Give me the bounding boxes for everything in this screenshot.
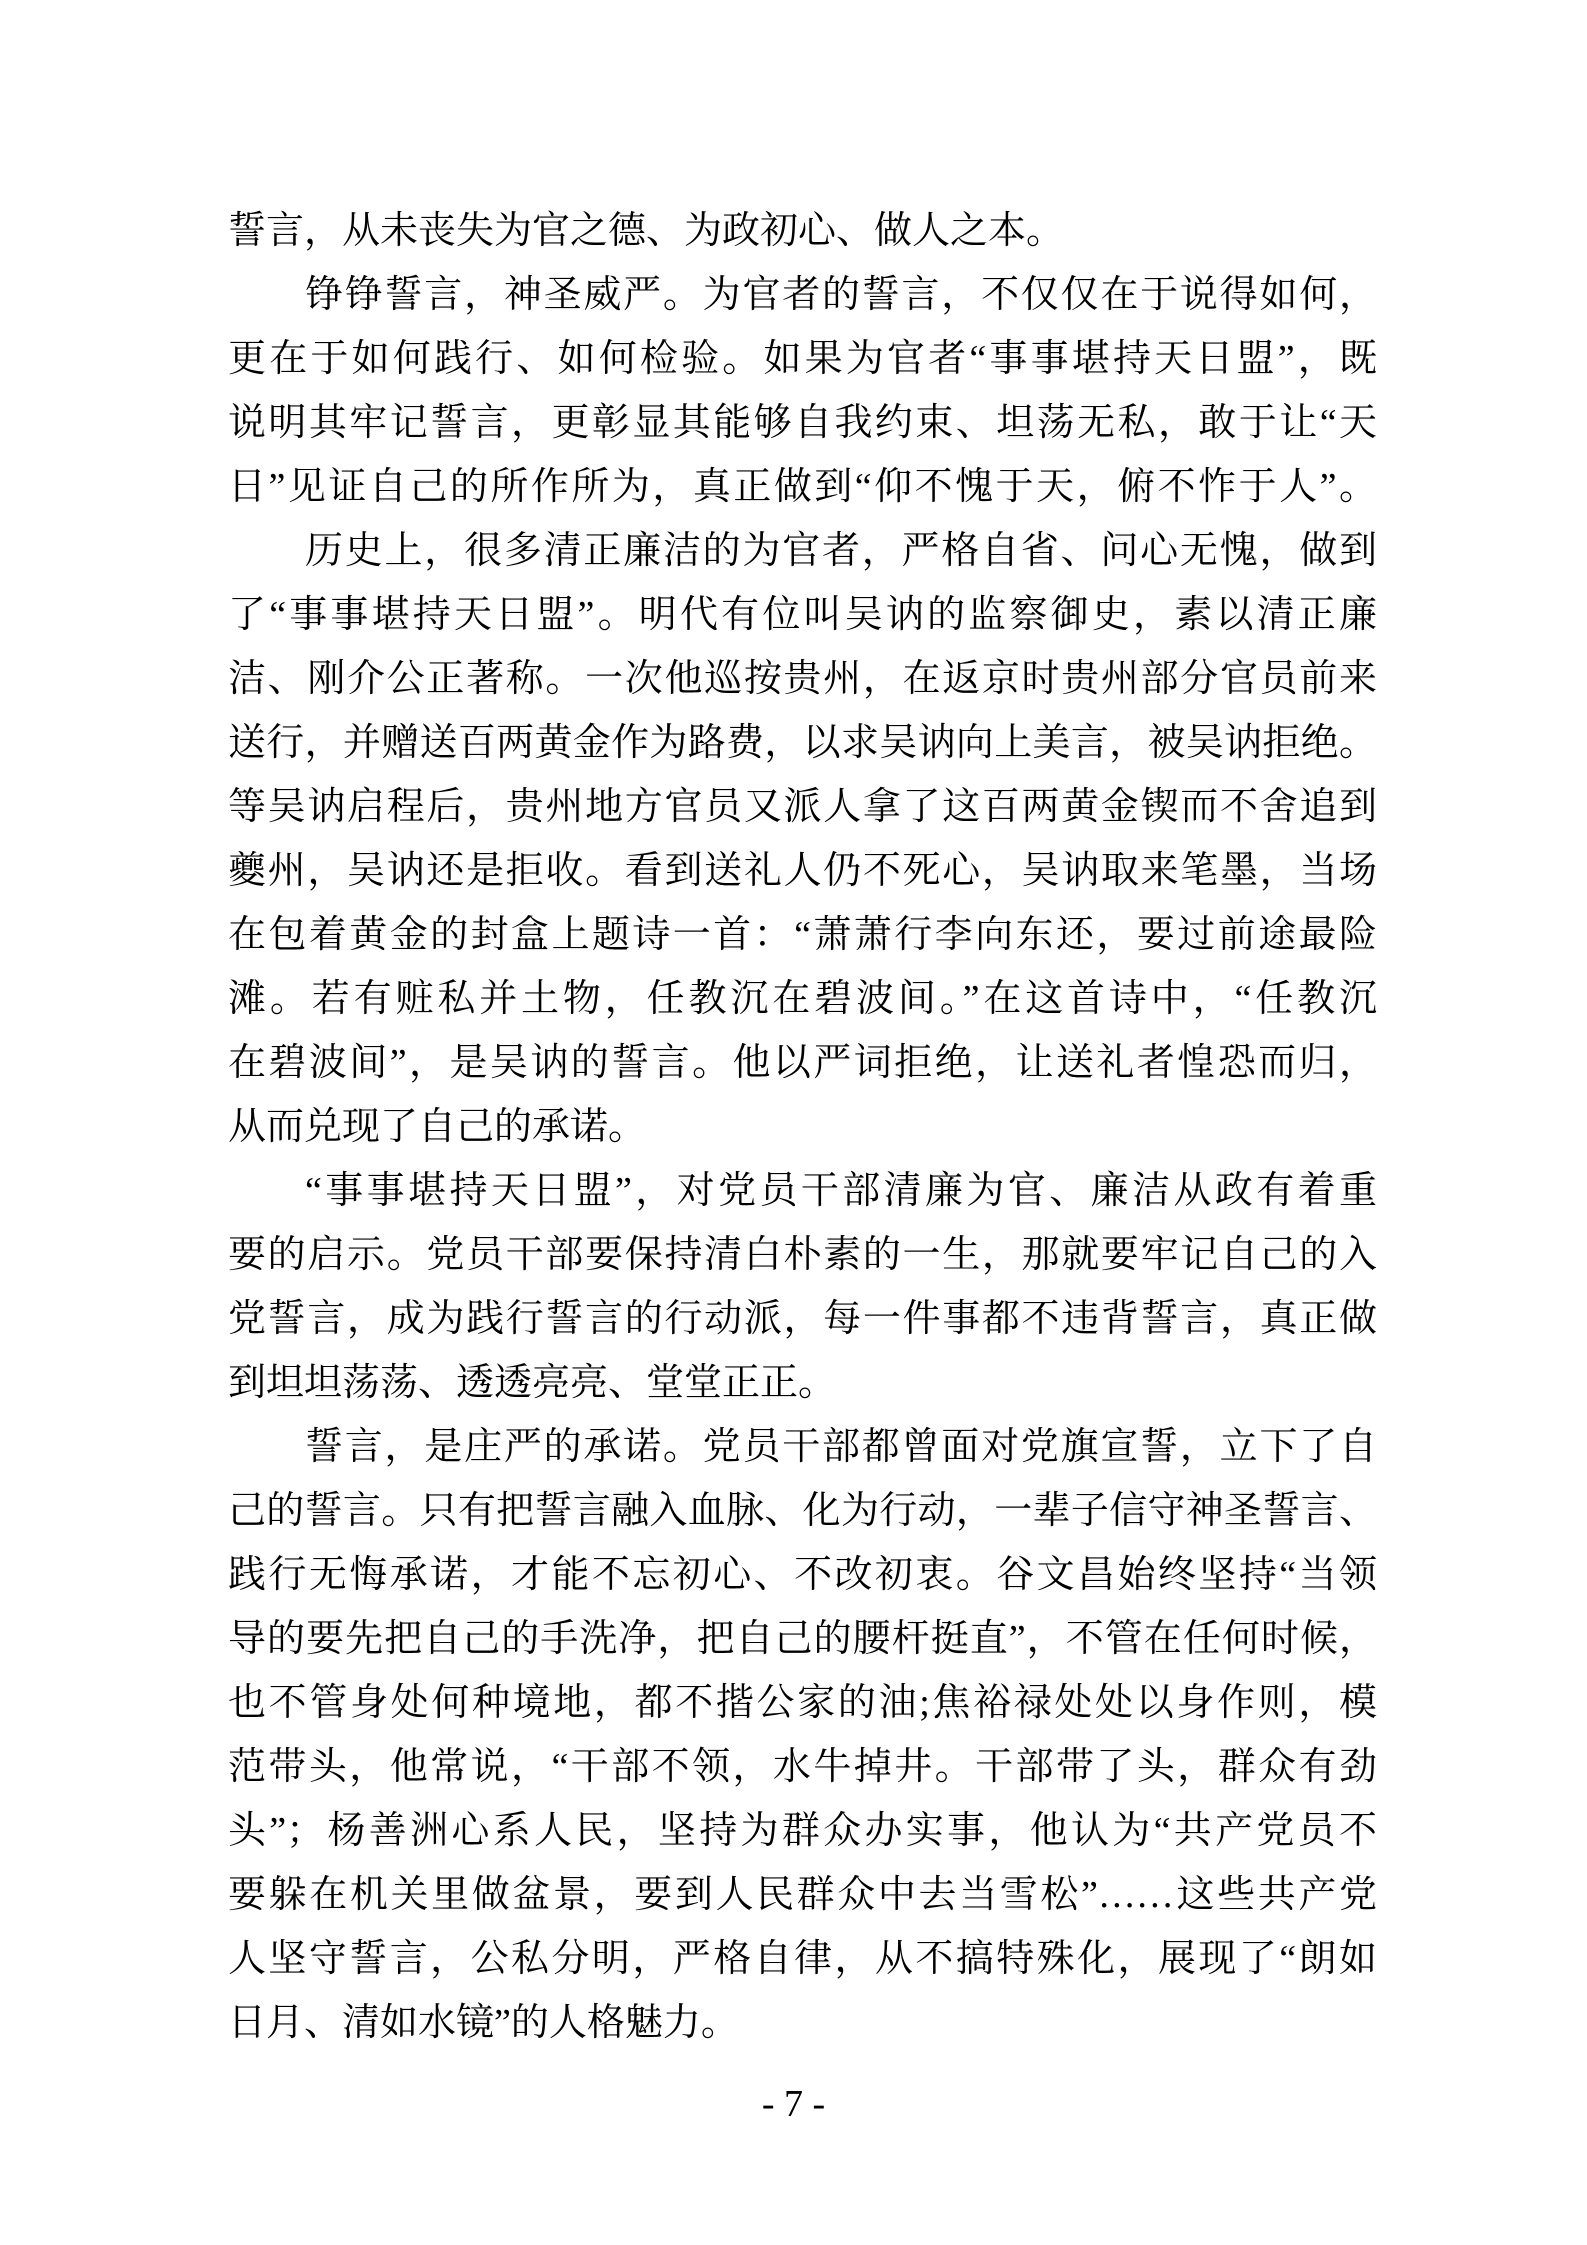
text-line: 在包着黄金的封盒上题诗一首：“萧萧行李向东还，要过前途最险 — [228, 914, 1377, 956]
text-line: 导的要先把自己的手洗净，把自己的腰杆挺直”，不管在任何时候， — [228, 1618, 1377, 1660]
text-line: 说明其牢记誓言，更彰显其能够自我约束、坦荡无私，敢于让“天 — [228, 402, 1377, 444]
document-body-text — [228, 199, 1377, 2055]
text-line: “事事堪持天日盟”，对党员干部清廉为官、廉洁从政有着重 — [305, 1170, 1377, 1212]
text-line: 洁、刚介公正著称。一次他巡按贵州，在返京时贵州部分官员前来 — [228, 658, 1377, 700]
text-line: 己的誓言。只有把誓言融入血脉、化为行动，一辈子信守神圣誓言、 — [228, 1490, 1377, 1532]
text-line: 范带头，他常说，“干部不领，水牛掉井。干部带了头，群众有劲 — [228, 1746, 1377, 1788]
text-line: 要躲在机关里做盆景，要到人民群众中去当雪松”……这些共产党 — [228, 1874, 1377, 1916]
text-line: 誓言，是庄严的承诺。党员干部都曾面对党旗宣誓，立下了自 — [305, 1426, 1377, 1468]
text-line: 日”见证自己的所作所为，真正做到“仰不愧于天，俯不怍于人”。 — [228, 466, 1377, 508]
text-line: 日月、清如水镜”的人格魅力。 — [228, 2002, 739, 2044]
text-line: 在碧波间”，是吴讷的誓言。他以严词拒绝，让送礼者惶恐而归， — [228, 1042, 1377, 1084]
text-line: 践行无悔承诺，才能不忘初心、不改初衷。谷文昌始终坚持“当领 — [228, 1554, 1377, 1596]
text-line: 头”；杨善洲心系人民，坚持为群众办实事，他认为“共产党员不 — [228, 1810, 1377, 1852]
text-line: 更在于如何践行、如何检验。如果为官者“事事堪持天日盟”，既 — [228, 338, 1377, 380]
text-line: 人坚守誓言，公私分明，严格自律，从不搞特殊化，展现了“朗如 — [228, 1938, 1377, 1980]
text-line: 送行，并赠送百两黄金作为路费，以求吴讷向上美言，被吴讷拒绝。 — [228, 722, 1377, 764]
text-line: 滩。若有赃私并土物，任教沉在碧波间。”在这首诗中，“任教沉 — [228, 978, 1377, 1020]
text-line: 等吴讷启程后，贵州地方官员又派人拿了这百两黄金锲而不舍追到 — [228, 786, 1377, 828]
text-line: 从而兑现了自己的承诺。 — [228, 1106, 647, 1148]
page-number: - 7 - — [761, 2083, 826, 2125]
text-line: 要的启示。党员干部要保持清白朴素的一生，那就要牢记自己的入 — [228, 1234, 1377, 1276]
text-line: 了“事事堪持天日盟”。明代有位叫吴讷的监察御史，素以清正廉 — [228, 594, 1377, 636]
text-line: 党誓言，成为践行誓言的行动派，每一件事都不违背誓言，真正做 — [228, 1298, 1377, 1340]
text-line: 历史上，很多清正廉洁的为官者，严格自省、问心无愧，做到 — [305, 530, 1377, 572]
text-line: 也不管身处何种境地，都不揩公家的油;焦裕禄处处以身作则，模 — [228, 1682, 1377, 1724]
text-line: 夔州，吴讷还是拒收。看到送礼人仍不死心，吴讷取来笔墨，当场 — [228, 850, 1377, 892]
text-line: 铮铮誓言，神圣威严。为官者的誓言，不仅仅在于说得如何， — [305, 274, 1377, 316]
text-line: 到坦坦荡荡、透透亮亮、堂堂正正。 — [228, 1362, 837, 1404]
text-line: 誓言，从未丧失为官之德、为政初心、做人之本。 — [228, 210, 1065, 252]
